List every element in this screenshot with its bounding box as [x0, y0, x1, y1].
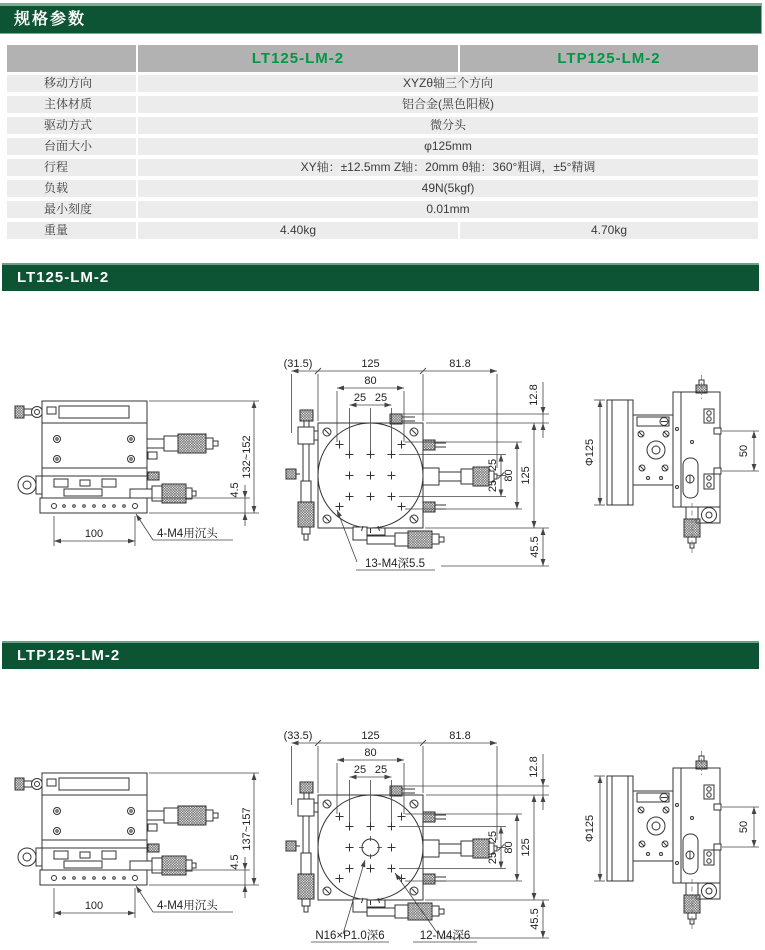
lt-dim-diameter: Φ125 — [584, 438, 596, 467]
ltp-dim-overhang: (33.5) — [283, 730, 313, 742]
ltp-dim-base-thickness: 4.5 — [229, 854, 241, 870]
ltp-dim-width: 125 — [361, 730, 380, 742]
spec-label: 移动方向 — [7, 75, 136, 92]
lt-dim-drop: 45.5 — [529, 536, 541, 558]
ltp-dim-span80-top: 80 — [364, 747, 377, 759]
lt-dim-height-range: 132~152 — [241, 435, 253, 479]
ltp-side-view-drawing — [2, 745, 262, 950]
ltp-center-hole — [362, 839, 379, 856]
ltp-dim-diameter: Φ125 — [584, 814, 596, 843]
spec-value: 49N(5kgf) — [138, 180, 758, 197]
ltp-dim-p25b: 25 — [374, 764, 388, 776]
spec-label: 负载 — [7, 180, 136, 197]
spec-value: 0.01mm — [138, 201, 758, 218]
ltp-front-view-drawing — [585, 733, 765, 950]
page-title-bar — [0, 3, 762, 34]
section-header-ltp — [2, 641, 759, 669]
ltp-dim-p25a: 25 — [353, 764, 367, 776]
spec-label: 驱动方式 — [7, 117, 136, 134]
spec-value: φ125mm — [138, 138, 758, 155]
page-title: 规格参数 — [14, 11, 87, 28]
spec-header-col-lt: LT125-LM-2 — [138, 45, 458, 72]
spec-label: 最小刻度 — [7, 201, 136, 218]
lt-dim-knob-h: 12.8 — [528, 384, 540, 406]
ltp-dim-p25d: 25 — [487, 851, 499, 865]
lt-dim-depth: 125 — [520, 466, 532, 485]
spec-label: 主体材质 — [7, 96, 136, 113]
ltp-dim-span50: 50 — [738, 820, 750, 834]
lt-dim-hole-span: 100 — [84, 528, 104, 540]
lt-note-mount: 4-M4用沉头 — [157, 528, 218, 540]
spec-table-body — [7, 75, 758, 239]
lt-dim-p25b: 25 — [374, 392, 388, 404]
spec-value-lt: 4.40kg — [138, 222, 458, 239]
lt-dim-span50: 50 — [738, 444, 750, 458]
spec-label: 重量 — [7, 222, 136, 239]
lt-dim-width: 125 — [361, 358, 380, 370]
spec-table-header — [7, 45, 758, 72]
ltp-dim-p25c: 25 — [487, 830, 499, 844]
lt-note-thread: 13-M4深5.5 — [364, 558, 426, 570]
spec-value: 铝合金(黑色阳极) — [138, 96, 758, 113]
ltp-top-view-drawing — [253, 710, 588, 950]
lt-dim-mic-reach: 81.8 — [449, 358, 471, 370]
section-header-lt — [2, 263, 759, 291]
spec-value-ltp: 4.70kg — [460, 222, 758, 239]
lt-dim-p25a: 25 — [353, 392, 367, 404]
spec-value: XYZθ轴三个方向 — [138, 75, 758, 92]
lt-dim-overhang: (31.5) — [283, 358, 313, 370]
ltp-note-mount: 4-M4用沉头 — [157, 900, 218, 912]
lt-front-view-drawing — [585, 357, 765, 602]
section-title-lt: LT125-LM-2 — [17, 269, 110, 286]
spec-value: 微分头 — [138, 117, 758, 134]
lt-dim-p25c: 25 — [487, 458, 499, 472]
lt-top-view-drawing — [253, 338, 588, 603]
ltp-dim-height-range: 137~157 — [241, 807, 253, 851]
lt-dim-base-thickness: 4.5 — [229, 482, 241, 498]
spec-value: XY轴：±12.5mm Z轴：20mm θ轴：360°粗调，±5°精调 — [138, 159, 758, 176]
ltp-dim-drop: 45.5 — [529, 908, 541, 930]
ltp-dim-depth: 125 — [520, 838, 532, 857]
ltp-dim-span80-right: 80 — [503, 841, 515, 854]
section-title-ltp: LTP125-LM-2 — [17, 647, 121, 664]
spec-header-empty-cell — [7, 45, 136, 72]
lt-dim-span80-top: 80 — [364, 375, 377, 387]
spec-label: 台面大小 — [7, 138, 136, 155]
spec-header-col-ltp: LTP125-LM-2 — [460, 45, 758, 72]
lt-dim-p25d: 25 — [487, 479, 499, 493]
lt-dim-span80-right: 80 — [503, 469, 515, 482]
ltp-note-thread2: 12-M4深6 — [419, 930, 471, 942]
ltp-note-thread: N16×P1.0深6 — [315, 930, 385, 942]
ltp-dim-knob-h: 12.8 — [528, 756, 540, 778]
lt-side-view-drawing — [2, 373, 262, 578]
ltp-dim-hole-span: 100 — [84, 900, 104, 912]
spec-label: 行程 — [7, 159, 136, 176]
ltp-dim-mic-reach: 81.8 — [449, 730, 471, 742]
